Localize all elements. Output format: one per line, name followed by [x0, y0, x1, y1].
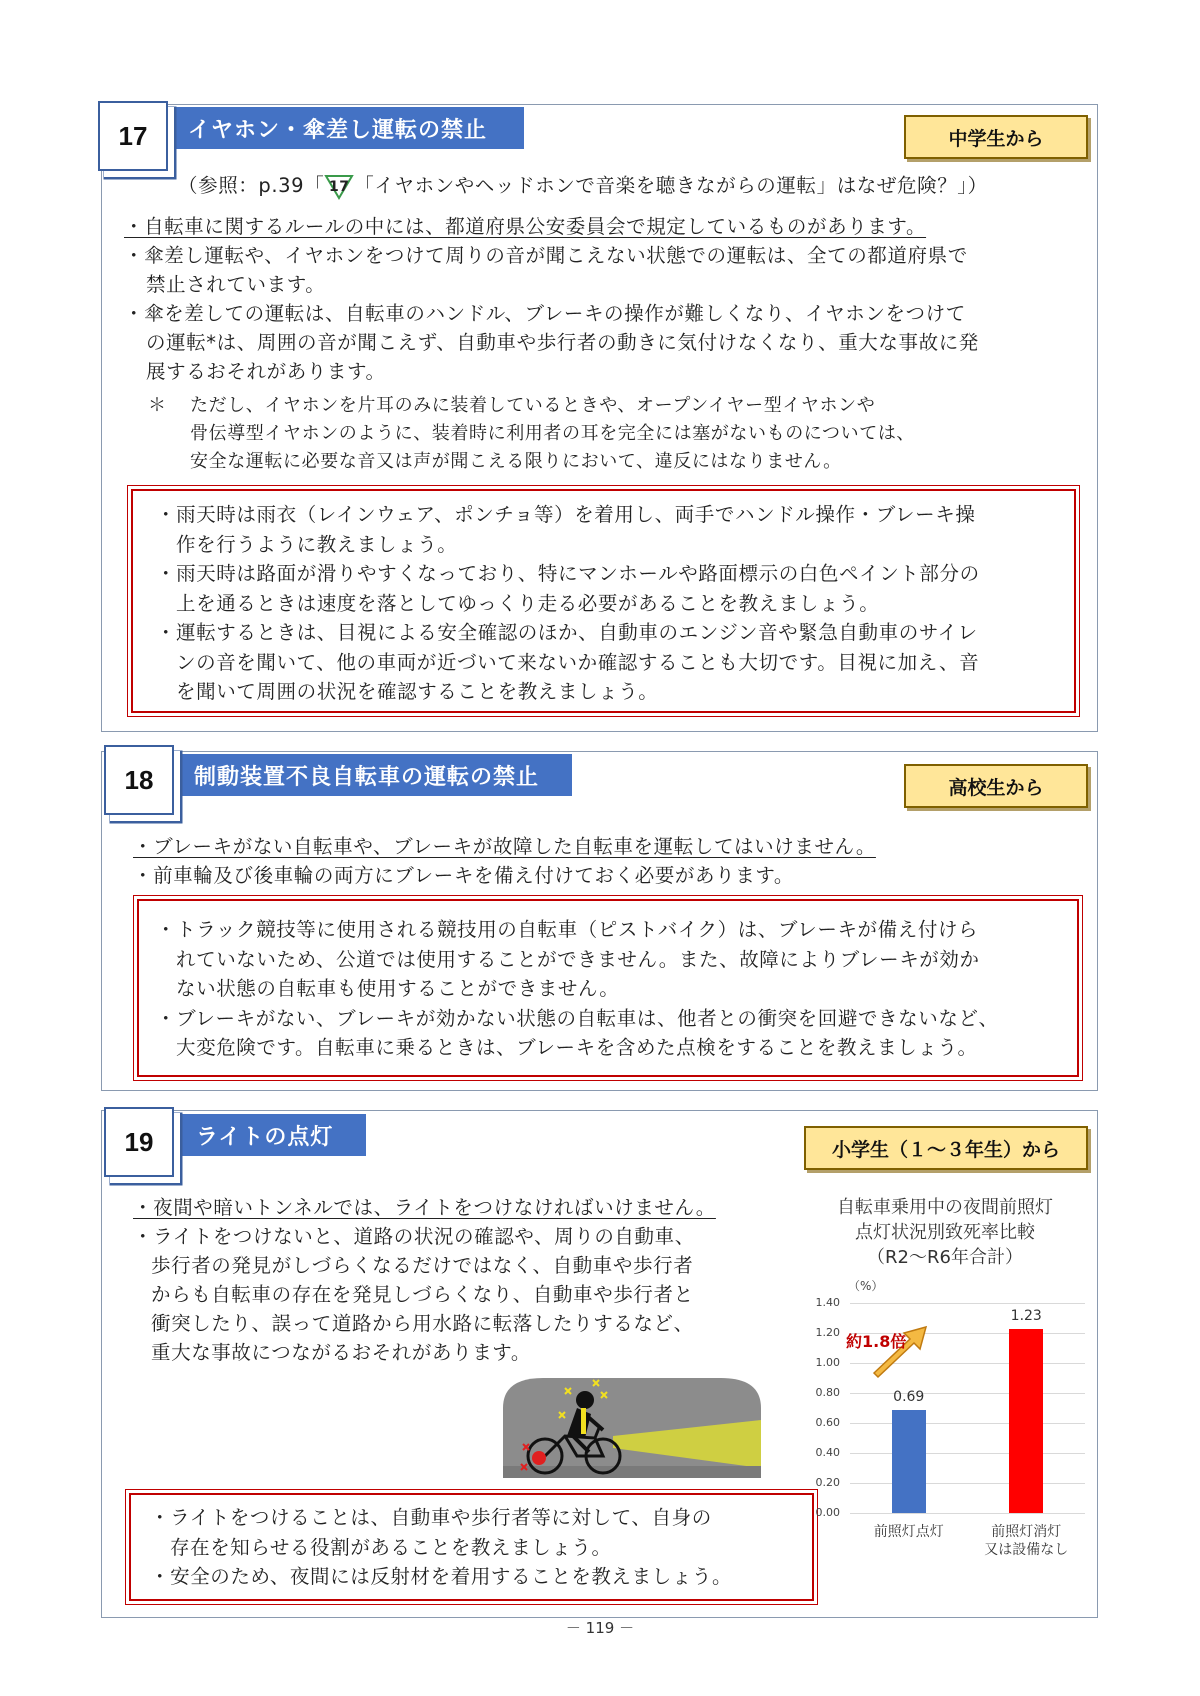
bullet-line: ・前車輪及び後車輪の両方にブレーキを備え付けておく必要があります。 — [133, 864, 794, 887]
bullet-line: 衝突したり、誤って道路から用水路に転落したりするなど、 — [151, 1312, 694, 1335]
page-number: － 119 － — [565, 1619, 635, 1637]
grade-badge-19: 小学生（１～３年生）から — [804, 1126, 1088, 1170]
chart-ylabel: （%） — [848, 1279, 884, 1293]
box-line: 存在を知らせる役割があることを教えましょう。 — [170, 1535, 612, 1559]
note-line: 安全な運転に必要な音又は声が聞こえる限りにおいて、違反にはなりません。 — [190, 451, 842, 472]
bullet-line: ・自転車に関するルールの中には、都道府県公安委員会で規定しているものがあります。 — [124, 215, 927, 238]
bullet-line: ・夜間や暗いトンネルでは、ライトをつけなければいけません。 — [133, 1196, 716, 1219]
box-line: を聞いて周囲の状況を確認することを教えましょう。 — [176, 680, 659, 703]
category-label: 前照灯点灯 — [873, 1524, 944, 1540]
bullet-line: ・ライトをつけないと、道路の状況の確認や、周りの自動車、 — [133, 1225, 695, 1248]
bullet-line: 歩行者の発見がしづらくなるだけではなく、自動車や歩行者 — [151, 1254, 694, 1277]
box-line: ・ライトをつけることは、自動車や歩行者等に対して、自身の — [150, 1506, 712, 1529]
note-line: 骨伝導型イヤホンのように、装着時に利用者の耳を完全には塞がないものについては、 — [190, 423, 916, 444]
bullet-line: 重大な事故につながるおそれがあります。 — [151, 1341, 531, 1364]
section-title-17: イヤホン・傘差し運転の禁止 — [174, 107, 524, 149]
teaching-box-19 — [129, 1493, 814, 1601]
y-tick-label: 0.80 — [815, 1386, 840, 1399]
box-line: ・安全のため、夜間には反射材を着用することを教えましょう。 — [150, 1565, 733, 1588]
box-line: 大変危険です。自転車に乗るときは、ブレーキを含めた点検をすることを教えましょう。 — [176, 1036, 978, 1059]
y-tick-label: 0.00 — [815, 1506, 840, 1519]
y-tick-label: 0.60 — [815, 1416, 840, 1429]
y-tick-label: 1.20 — [815, 1326, 840, 1339]
box-line: ・ブレーキがない、ブレーキが効かない状態の自転車は、他者との衝突を回避できないなど、 — [156, 1006, 999, 1030]
y-tick-label: 0.20 — [815, 1476, 840, 1489]
teaching-box-18 — [137, 899, 1079, 1077]
note-line: ただし、イヤホンを片耳のみに装着しているときや、オープンイヤー型イヤホンや — [190, 395, 876, 416]
box-line: 上を通るときは速度を落としてゆっくり走る必要があることを教えましょう。 — [176, 591, 880, 615]
section-title-19: ライトの点灯 — [180, 1114, 366, 1156]
box-line: れていないため、公道では使用することができません。また、故障によりブレーキが効か — [176, 947, 980, 971]
bullet-line: ・傘差し運転や、イヤホンをつけて周りの音が聞こえない状態での運転は、全ての都道府県で — [124, 244, 968, 267]
fatality-chart — [800, 1195, 1090, 1595]
bullet-line: ・ブレーキがない自転車や、ブレーキが故障した自転車を運転してはいけません。 — [133, 835, 876, 858]
teaching-box-17 — [131, 489, 1076, 713]
grade-badge-18: 高校生から — [904, 764, 1088, 808]
box-line: 作を行うように教えましょう。 — [176, 532, 458, 556]
box-line: ・雨天時は路面が滑りやすくなっており、特にマンホールや路面標示の白色ペイント部分の — [156, 562, 980, 585]
cyclist-night-illustration — [503, 1378, 761, 1478]
data-label: 1.23 — [1010, 1307, 1042, 1324]
box-line: ・雨天時は雨衣（レインウェア、ポンチョ等）を着用し、両手でハンドル操作・ブレーキ操 — [156, 503, 976, 526]
bullet-line: 展するおそれがあります。 — [146, 360, 386, 383]
reference-line-17: （参照：p.39「 17 「イヤホンやヘッドホンで音楽を聴きながらの運転」はなぜ危険？」） — [178, 171, 988, 200]
grade-badge-17: 中学生から — [904, 115, 1088, 159]
y-tick-label: 1.40 — [815, 1296, 840, 1309]
category-label: 前照灯消灯 又は設備なし — [984, 1524, 1069, 1558]
box-line: ない状態の自転車も使用することができません。 — [176, 977, 620, 1000]
chart-title-line: 点灯状況別致死率比較 — [855, 1222, 1035, 1243]
annotation-label: 約1.8倍 — [846, 1332, 907, 1351]
bullet-line: からも自転車の存在を発見しづらくなり、自動車や歩行者と — [151, 1283, 694, 1306]
bullet-line: 禁止されています。 — [146, 273, 326, 296]
bullet-line: の運転*は、周囲の音が聞こえず、自動車や歩行者の動きに気付けなくなり、重大な事故に発 — [146, 331, 979, 354]
bullet-line: ・傘を差しての運転は、自転車のハンドル、ブレーキの操作が難しくなり、イヤホンをつけて — [124, 302, 966, 325]
section-title-18: 制動装置不良自転車の運転の禁止 — [180, 754, 572, 796]
triangle-17-icon: 17 — [324, 174, 354, 200]
section-number-19: 19 — [104, 1107, 174, 1177]
box-line: ・運転するときは、目視による安全確認のほか、自動車のエンジン音や緊急自動車のサイレ — [156, 621, 978, 644]
plot-area — [800, 1195, 1090, 1595]
bullets-18 — [133, 832, 876, 890]
box-line: ンの音を聞いて、他の車両が近づいて来ないか確認することも大切です。目視に加え、音 — [176, 650, 980, 674]
note-17 — [148, 392, 915, 476]
note-mark: ＊ — [148, 395, 167, 416]
y-tick-label: 0.40 — [815, 1446, 840, 1459]
bullets-19 — [133, 1193, 716, 1367]
y-tick-label: 1.00 — [815, 1356, 840, 1369]
bullets-17 — [124, 212, 979, 386]
data-label: 0.69 — [893, 1388, 925, 1405]
chart-title-line: （R2～R6年合計） — [867, 1247, 1023, 1268]
section-number-17: 17 — [98, 101, 168, 171]
growth-arrow-icon — [800, 1195, 1090, 1595]
box-line: ・トラック競技等に使用される競技用の自転車（ピストバイク）は、ブレーキが備え付けら — [156, 918, 979, 941]
chart-title-line: 自転車乗用中の夜間前照灯 — [837, 1197, 1053, 1218]
section-number-18: 18 — [104, 745, 174, 815]
